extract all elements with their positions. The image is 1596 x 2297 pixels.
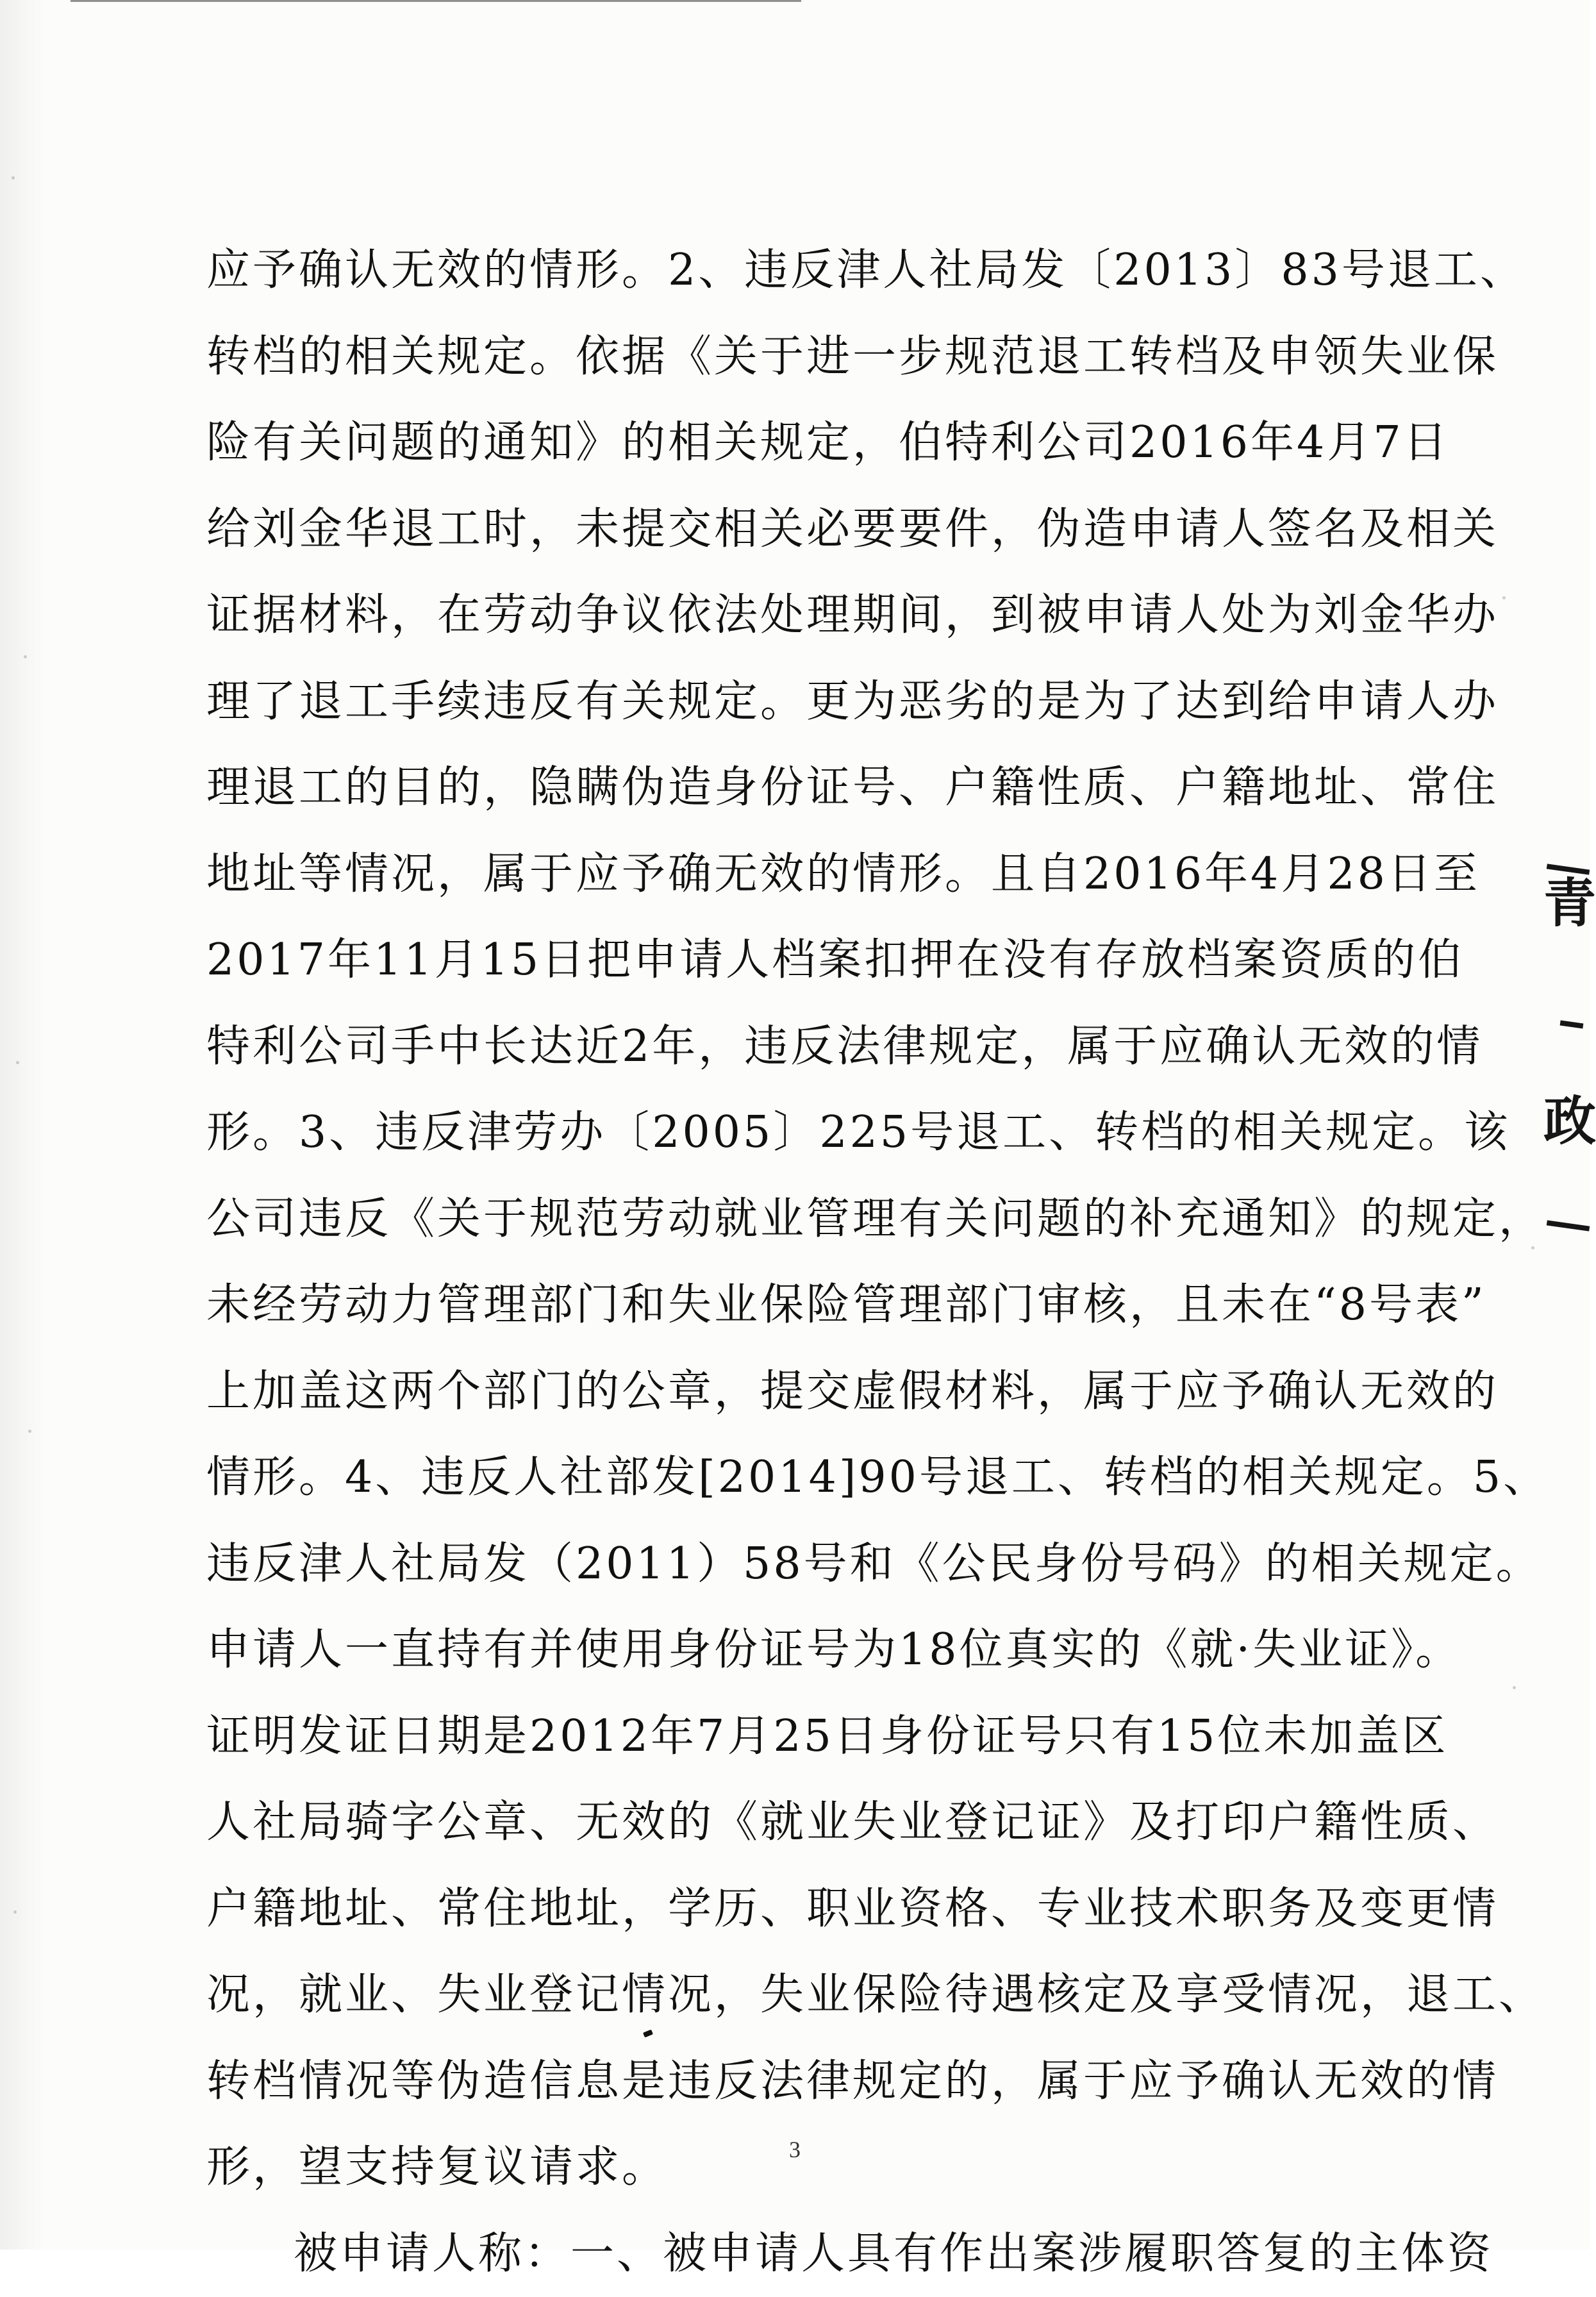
paragraph-line: 上加盖这两个部门的公章，提交虚假材料，属于应予确认无效的 [206, 1349, 1386, 1435]
paragraph-line: 证明发证日期是2012年7月25日身份证号只有15位未加盖区 [206, 1694, 1386, 1780]
paragraph-line: 2017年11月15日把申请人档案扣押在没有存放档案资质的伯 [206, 917, 1386, 1004]
paragraph-line: 理退工的目的，隐瞒伪造身份证号、户籍性质、户籍地址、常住 [206, 745, 1386, 831]
stamp-edge-line [1547, 1220, 1590, 1231]
page-number: 3 [0, 2136, 1590, 2163]
scan-speckle [1531, 1246, 1534, 1249]
scan-speckle [1502, 596, 1506, 599]
scan-speckle [1513, 1686, 1516, 1689]
paragraph-line: 未经劳动力管理部门和失业保险管理部门审核，且未在“8号表” [206, 1262, 1386, 1349]
paragraph-line: 应予确认无效的情形。2、违反津人社局发〔2013〕83号退工、 [206, 228, 1386, 314]
paragraph-line: 形，望支持复议请求。 [206, 2125, 1386, 2211]
scan-speckle [24, 655, 27, 658]
paragraph-line: 证据材料，在劳动争议依法处理期间，到被申请人处为刘金华办 [206, 572, 1386, 659]
paragraph-line: 转档的相关规定。依据《关于进一步规范退工转档及申领失业保 [206, 314, 1386, 401]
document-body [206, 228, 1386, 2297]
paragraph-line: 给刘金华退工时，未提交相关必要要件，伪造申请人签名及相关 [206, 487, 1386, 573]
scan-speckle [13, 1910, 17, 1914]
paragraph-line: 申请人一直持有并使用身份证号为18位真实的《就·失业证》。 [206, 1607, 1386, 1694]
paragraph-line: 险有关问题的通知》的相关规定，伯特利公司2016年4月7日 [206, 400, 1386, 487]
paragraph-line: 地址等情况，属于应予确无效的情形。且自2016年4月28日至 [206, 831, 1386, 918]
scan-left-shadow [0, 0, 45, 2250]
paragraph-line: 特利公司手中长达近2年，违反法律规定，属于应确认无效的情 [206, 1004, 1386, 1090]
scan-speckle [16, 1061, 19, 1064]
paragraph-line: 公司违反《关于规范劳动就业管理有关问题的补充通知》的规定， [206, 1176, 1386, 1263]
stamp-fragment [1543, 864, 1590, 1268]
scan-speckle [28, 1430, 31, 1433]
paragraph-line: 户籍地址、常住地址，学历、职业资格、专业技术职务及变更情 [206, 1866, 1386, 1953]
second-paragraph-first-line: 被申请人称：一、被申请人具有作出案涉履职答复的主体资 [206, 2211, 1386, 2297]
paragraph-line: 人社局骑字公章、无效的《就业失业登记证》及打印户籍性质、 [206, 1780, 1386, 1866]
stamp-character: 政 [1543, 1095, 1590, 1148]
paragraph-line: 理了退工手续违反有关规定。更为恶劣的是为了达到给申请人办 [206, 659, 1386, 746]
top-scan-line [71, 0, 801, 2]
paragraph-line: 转档情况等伪造信息是违反法律规定的，属于应予确认无效的情 [206, 2039, 1386, 2125]
stamp-character: 青 [1543, 877, 1590, 930]
paragraph-line: 违反津人社局发（2011）58号和《公民身份号码》的相关规定。 [206, 1521, 1386, 1608]
paragraph-line: 况，就业、失业登记情况，失业保险待遇核定及享受情况，退工、 [206, 1952, 1386, 2039]
stamp-edge-line [1560, 1021, 1584, 1029]
paragraph-line: 情形。4、违反人社部发[2014]90号退工、转档的相关规定。5、 [206, 1435, 1386, 1521]
scan-speckle [12, 176, 15, 180]
paragraph-line: 形。3、违反津劳办〔2005〕225号退工、转档的相关规定。该 [206, 1090, 1386, 1176]
